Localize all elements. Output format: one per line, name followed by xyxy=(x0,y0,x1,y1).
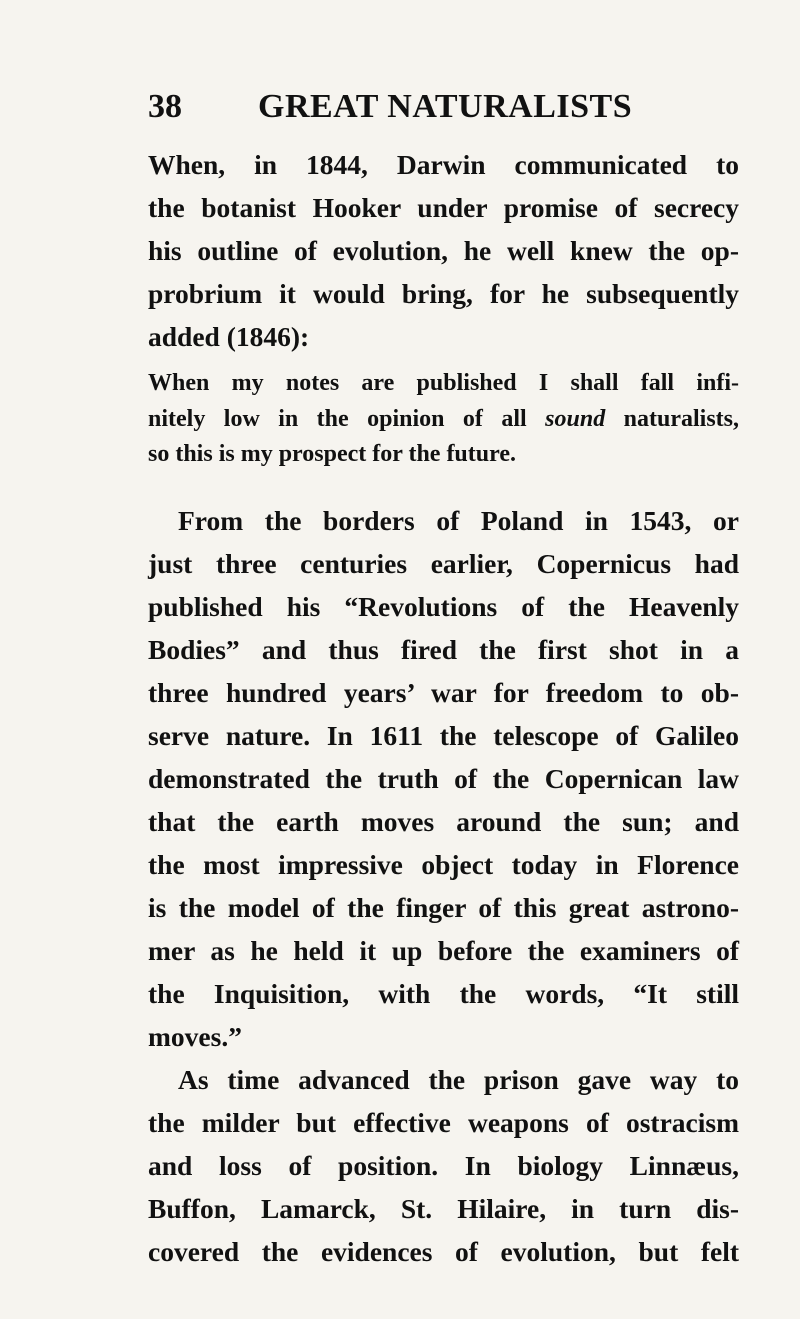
text-line: probrium it would bring, for he subsequently xyxy=(148,278,739,309)
quote-line xyxy=(148,402,739,436)
text-line: moves.” xyxy=(148,1021,242,1052)
text-line: published his “Revolutions of the Heavenly xyxy=(148,591,739,622)
emphasized-word: sound xyxy=(545,406,606,432)
page-number: 38 xyxy=(148,88,182,125)
quote-line: When my notes are published I shall fall infi- xyxy=(148,370,739,396)
text-line: demonstrated the truth of the Copernican law xyxy=(148,763,739,794)
quote-text: nitely low in the opinion of all xyxy=(148,406,546,432)
text-line: the milder but effective weapons of ostracism xyxy=(148,1107,739,1138)
text-line: and loss of position. In biology Linnæus, xyxy=(148,1150,739,1181)
text-line: is the model of the finger of this great astrono- xyxy=(148,892,739,923)
quote-text: naturalists, xyxy=(605,406,739,432)
page-header xyxy=(148,83,656,131)
text-line: As time advanced the prison gave way to xyxy=(178,1064,739,1095)
text-line: covered the evidences of evolution, but felt xyxy=(148,1236,739,1267)
text-line: mer as he held it up before the examiners of xyxy=(148,935,739,966)
text-line: the botanist Hooker under promise of secrecy xyxy=(148,192,739,223)
text-line: his outline of evolution, he well knew the op- xyxy=(148,235,739,266)
text-line: Bodies” and thus fired the first shot in a xyxy=(148,634,739,665)
text-line: just three centuries earlier, Copernicus had xyxy=(148,548,739,579)
running-head: GREAT NATURALISTS xyxy=(258,88,633,125)
text-line: When, in 1844, Darwin communicated to xyxy=(148,149,739,180)
text-line: that the earth moves around the sun; and xyxy=(148,806,739,837)
text-line: three hundred years’ war for freedom to ob- xyxy=(148,677,739,708)
text-line: the most impressive object today in Florence xyxy=(148,849,739,880)
quote-line: so this is my prospect for the future. xyxy=(148,441,516,467)
text-line: added (1846): xyxy=(148,321,310,352)
text-line: serve nature. In 1611 the telescope of Galileo xyxy=(148,720,739,751)
text-line: the Inquisition, with the words, “It still xyxy=(148,978,739,1009)
text-line: Buffon, Lamarck, St. Hilaire, in turn dis- xyxy=(148,1193,739,1224)
text-line: From the borders of Poland in 1543, or xyxy=(178,505,739,536)
